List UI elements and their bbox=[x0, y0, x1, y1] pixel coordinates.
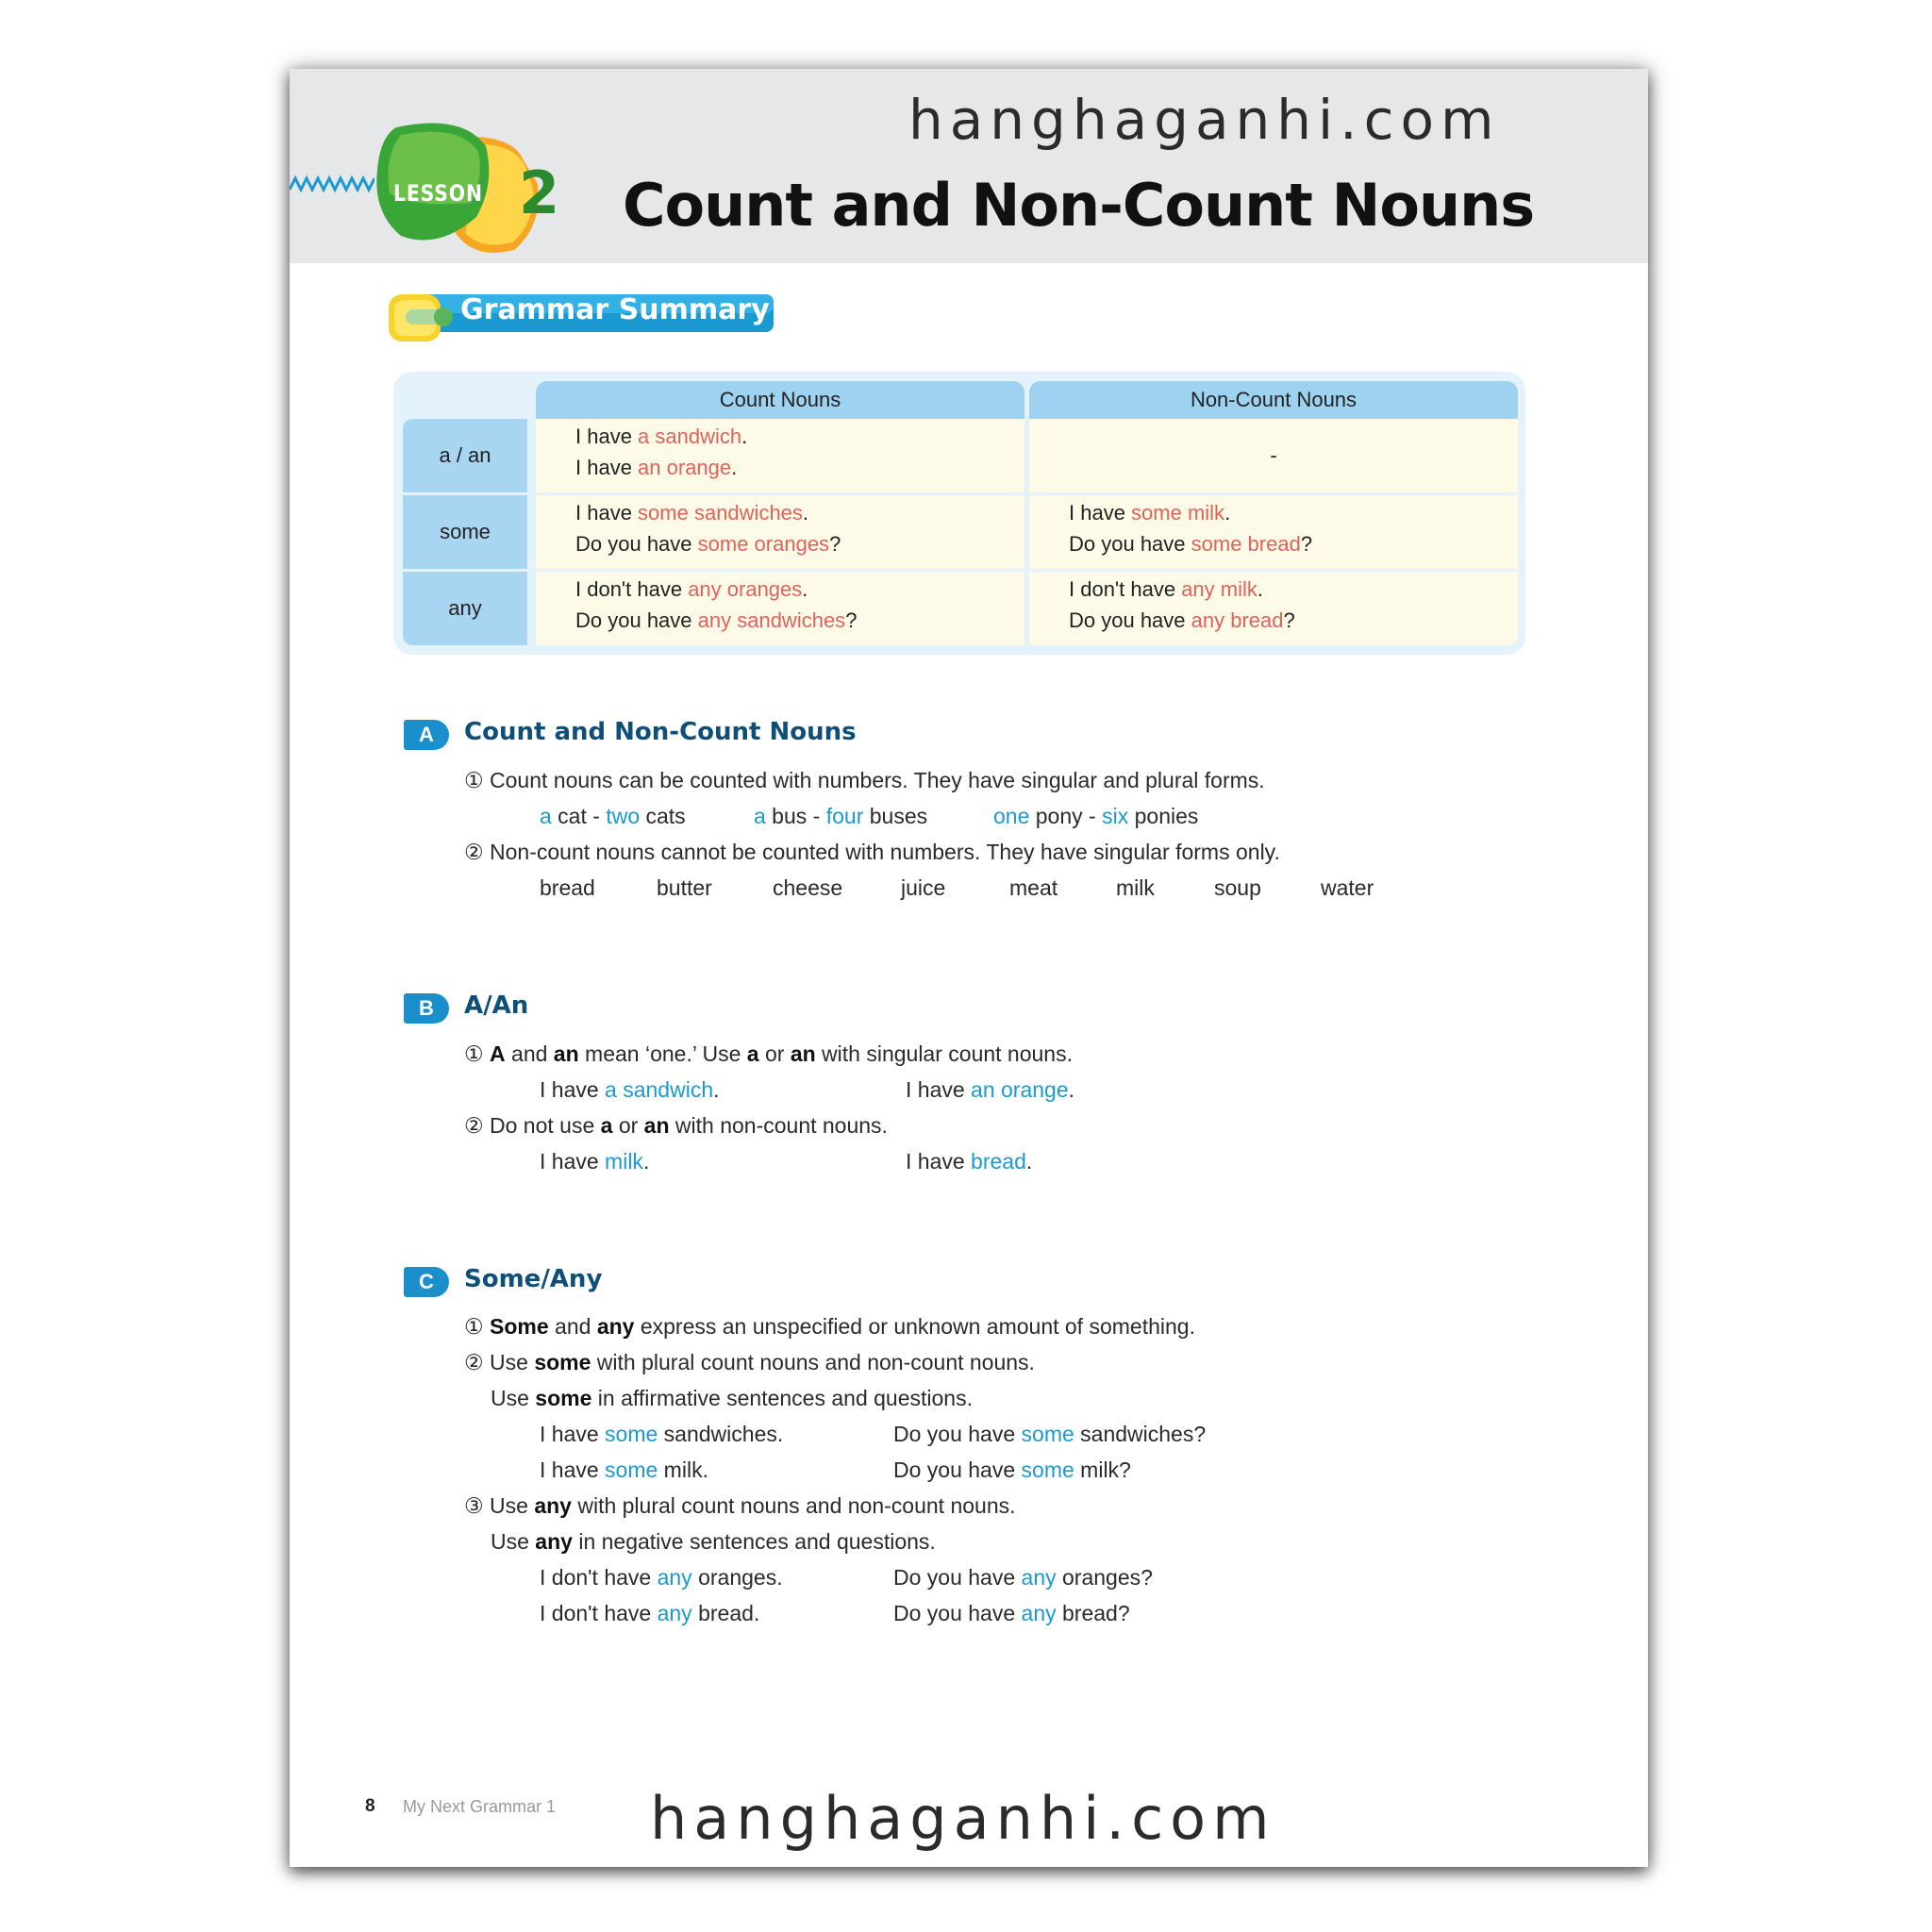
example-sentence: I have some milk. bbox=[540, 1457, 708, 1482]
cell-line: I have an orange. bbox=[575, 456, 738, 479]
example-sentence: I have an orange. bbox=[906, 1077, 1075, 1102]
cell-line: I don't have any oranges. bbox=[575, 577, 808, 601]
cell-line: Do you have some bread? bbox=[1069, 532, 1313, 556]
noncount-word: juice bbox=[901, 875, 946, 900]
cell-line: Do you have any bread? bbox=[1069, 608, 1295, 632]
cell-line: I have a sandwich. bbox=[575, 425, 748, 448]
example-sentence: Do you have some sandwiches? bbox=[893, 1422, 1207, 1446]
section-c-badge: C bbox=[404, 1267, 449, 1297]
cell-line: I have some sandwiches. bbox=[575, 501, 809, 525]
table-cell bbox=[536, 572, 1024, 645]
section-c-point-3-note: Use any in negative sentences and questions. bbox=[491, 1529, 936, 1554]
count-example: a cat - two cats bbox=[540, 804, 686, 828]
section-a-point-1: ① Count nouns can be counted with numbers. They have singular and plural forms. bbox=[464, 768, 1265, 792]
noncount-word: bread bbox=[540, 875, 595, 900]
section-c-point-3: ③ Use any with plural count nouns and non-count nouns. bbox=[464, 1493, 1016, 1518]
example-sentence: I have some sandwiches. bbox=[540, 1422, 784, 1446]
noncount-word: soup bbox=[1214, 875, 1261, 900]
noncount-word: butter bbox=[657, 875, 712, 900]
section-a-title: Count and Non-Count Nouns bbox=[464, 718, 857, 746]
example-sentence: I have bread. bbox=[906, 1149, 1033, 1174]
table-cell bbox=[1029, 495, 1518, 569]
table-cell bbox=[536, 495, 1024, 569]
noncount-word: milk bbox=[1116, 875, 1155, 900]
section-b-point-1: ① A and an mean ‘one.’ Use a or an with singular count nouns. bbox=[464, 1041, 1073, 1066]
section-c-title: Some/Any bbox=[464, 1265, 603, 1293]
watermark-bottom: hanghaganhi.com bbox=[650, 1784, 1276, 1853]
grammar-summary-title: Grammar Summary bbox=[460, 293, 770, 326]
example-sentence: Do you have some milk? bbox=[893, 1457, 1131, 1482]
cell-line: I have some milk. bbox=[1069, 501, 1231, 525]
section-b-badge: B bbox=[404, 993, 449, 1024]
section-c-point-2-note: Use some in affirmative sentences and questions. bbox=[491, 1386, 973, 1410]
cell-line: Do you have any sandwiches? bbox=[575, 608, 858, 632]
noncount-word: cheese bbox=[773, 875, 843, 900]
lesson-label: LESSON bbox=[393, 180, 483, 207]
grammar-summary-table bbox=[393, 372, 1525, 655]
zigzag-decoration bbox=[290, 163, 375, 201]
lesson-number: 2 bbox=[519, 158, 560, 227]
noncount-word: water bbox=[1321, 875, 1374, 900]
section-b-point-2: ② Do not use a or an with non-count nouns. bbox=[464, 1113, 888, 1138]
cell-line: Do you have some oranges? bbox=[575, 532, 841, 556]
example-sentence: I don't have any oranges. bbox=[540, 1565, 783, 1590]
section-a-point-2: ② Non-count nouns cannot be counted with numbers. They have singular forms only. bbox=[464, 840, 1280, 864]
example-sentence: I have a sandwich. bbox=[540, 1077, 720, 1102]
section-c-point-1: ① Some and any express an unspecified or unknown amount of something. bbox=[464, 1314, 1195, 1339]
noncount-word: meat bbox=[1009, 875, 1058, 900]
column-header-noncount: Non-Count Nouns bbox=[1029, 381, 1518, 419]
count-example: a bus - four buses bbox=[754, 804, 928, 828]
book-title: My Next Grammar 1 bbox=[403, 1797, 557, 1816]
count-example: one pony - six ponies bbox=[993, 804, 1199, 828]
example-sentence: Do you have any oranges? bbox=[893, 1565, 1153, 1590]
row-head-a-an: a / an bbox=[403, 419, 527, 492]
section-c-point-2: ② Use some with plural count nouns and non-count nouns. bbox=[464, 1350, 1035, 1374]
watermark-top: hanghaganhi.com bbox=[908, 88, 1501, 152]
example-sentence: I don't have any bread. bbox=[540, 1601, 760, 1625]
cell-line: I don't have any milk. bbox=[1069, 577, 1263, 601]
lesson-title: Count and Non-Count Nouns bbox=[623, 171, 1535, 240]
column-header-count: Count Nouns bbox=[536, 381, 1024, 419]
example-sentence: I have milk. bbox=[540, 1149, 650, 1174]
table-cell-empty: - bbox=[1029, 419, 1518, 492]
row-head-any: any bbox=[403, 572, 527, 645]
table-cell bbox=[1029, 572, 1518, 645]
section-a-badge: A bbox=[404, 720, 449, 750]
table-cell bbox=[536, 419, 1024, 492]
row-head-some: some bbox=[403, 495, 527, 569]
section-b-title: A/An bbox=[464, 991, 529, 1020]
document-page bbox=[290, 69, 1648, 1867]
example-sentence: Do you have any bread? bbox=[893, 1601, 1130, 1625]
page-number: 8 bbox=[365, 1796, 375, 1816]
